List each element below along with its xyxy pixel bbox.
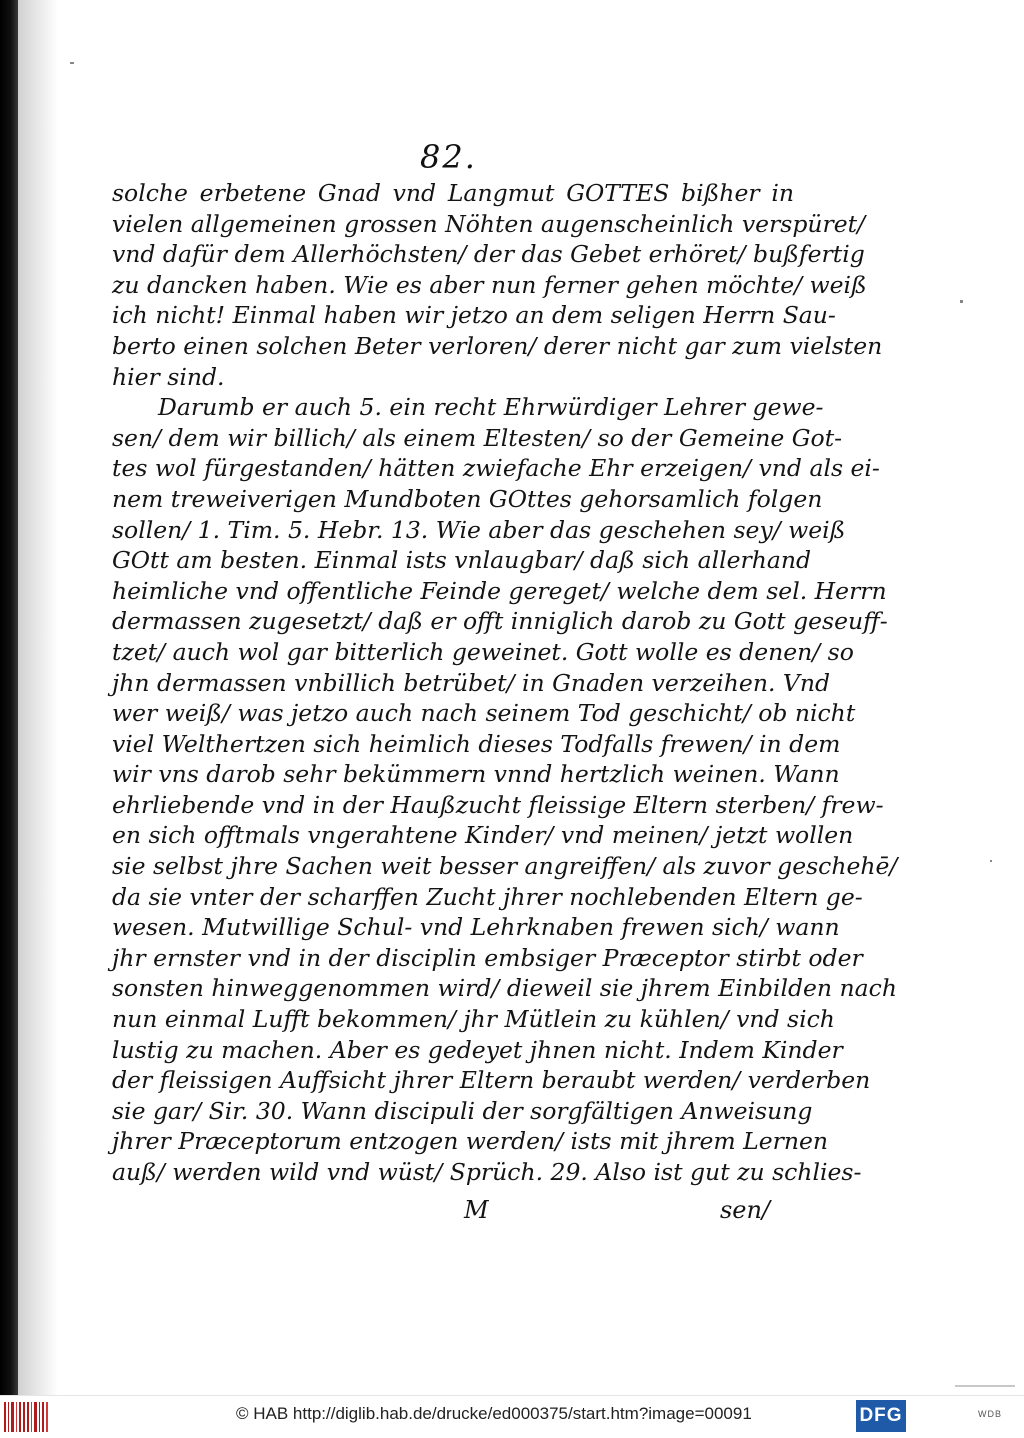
book-binding-edge (0, 0, 18, 1395)
text-line: sen/ dem wir billich/ als einem Eltesten/ so der Gemeine Got- (112, 423, 843, 452)
text-line: nun einmal Lufft bekommen/ jhr Mütlein zu kühlen/ vnd sich (112, 1005, 835, 1034)
text-line: sollen/ 1. Tim. 5. Hebr. 13. Wie aber das geschehen sey/ weiß (112, 515, 846, 544)
binding-shadow (18, 0, 58, 1395)
text-line: Darumb er auch 5. ein recht Ehrwürdiger Lehrer gewe- (158, 393, 824, 422)
dfg-logo: DFG (856, 1400, 906, 1432)
text-line: viel Welthertzen sich heimlich dieses Todfalls frewen/ in dem (112, 729, 841, 758)
text-line: vielen allgemeinen grossen Nöhten augenscheinlich verspüret/ (112, 209, 866, 238)
text-line: dermassen zugesetzt/ daß er offt inniglich darob zu Gott geseuff- (112, 607, 888, 636)
text-line: tes wol fürgestanden/ hätten zwiefache Ehr erzeigen/ vnd als ei- (112, 454, 880, 483)
text-line: berto einen solchen Beter verloren/ derer nicht gar zum vielsten (112, 331, 883, 360)
text-line: nem treweiverigen Mundboten GOttes gehorsamlich folgen (112, 484, 823, 513)
text-line: vnd dafür dem Allerhöchsten/ der das Gebet erhöret/ bußfertig (112, 240, 865, 269)
scan-speck (960, 300, 963, 303)
page-text-block (112, 178, 898, 1188)
text-line: sie selbst jhre Sachen weit besser angreiffen/ als zuvor geschehē/ (112, 852, 898, 881)
text-line: zu dancken haben. Wie es aber nun ferner gehen möchte/ weiß (112, 270, 867, 299)
text-line: der fleissigen Auffsicht jhrer Eltern beraubt werden/ verderben (112, 1066, 871, 1095)
text-line: jhn dermassen vnbillich betrübet/ in Gnaden verzeihen. Vnd (112, 668, 831, 697)
text-line: tzet/ auch wol gar bitterlich geweinet. Gott wolle es denen/ so (112, 637, 854, 666)
text-line: ich nicht! Einmal haben wir jetzo an dem seligen Herrn Sau- (112, 301, 836, 330)
page-footer-marks (112, 1196, 794, 1230)
text-line: wir vns darob sehr bekümmern vnnd hertzlich weinen. Wann (112, 760, 840, 789)
text-line: lustig zu machen. Aber es gedeyet jhnen nicht. Indem Kinder (112, 1035, 843, 1064)
text-line: en sich offtmals vngerahtene Kinder/ vnd meinen/ jetzt wollen (112, 821, 854, 850)
text-line: sie gar/ Sir. 30. Wann discipuli der sorgfältigen Anweisung (112, 1096, 813, 1125)
scan-speck (955, 1385, 1015, 1387)
text-line: jhr ernster vnd in der disciplin embsiger Præceptor stirbt oder (112, 943, 863, 972)
text-line: sonsten hinweggenommen wird/ dieweil sie jhrem Einbilden nach (112, 974, 897, 1003)
scan-speck (70, 62, 74, 64)
text-line: wer weiß/ was jetzo auch nach seinem Tod geschicht/ ob nicht (112, 699, 856, 728)
page-number: 82. (420, 138, 477, 176)
scan-speck (990, 860, 992, 862)
text-line: solche erbetene Gnad vnd Langmut GOTTES bißher in (112, 179, 794, 207)
barcode-icon (4, 1402, 48, 1432)
wdb-label: WDB (978, 1409, 1002, 1419)
text-line: heimliche vnd offentliche Feinde gereget/ welche dem sel. Herrn (112, 576, 887, 605)
text-line: auß/ werden wild vnd wüst/ Sprüch. 29. Also ist gut zu schlies- (112, 1158, 862, 1186)
text-line: jhrer Præceptorum entzogen werden/ ists mit jhrem Lernen (112, 1127, 829, 1156)
text-line: hier sind. (112, 362, 225, 391)
text-line: wesen. Mutwillige Schul- vnd Lehrknaben frewen sich/ wann (112, 913, 840, 942)
copyright-link[interactable]: © HAB http://diglib.hab.de/drucke/ed000375/start.htm?image=00091 (236, 1404, 752, 1423)
text-line: da sie vnter der scharffen Zucht jhrer nochlebenden Eltern ge- (112, 882, 863, 911)
text-line: ehrliebende vnd in der Haußzucht fleissige Eltern sterben/ frew- (112, 790, 884, 819)
signature-mark: M (464, 1196, 489, 1224)
catchword: sen/ (719, 1196, 770, 1224)
text-line: GOtt am besten. Einmal ists vnlaugbar/ daß sich allerhand (112, 546, 812, 575)
viewer-footer (0, 1395, 1024, 1438)
